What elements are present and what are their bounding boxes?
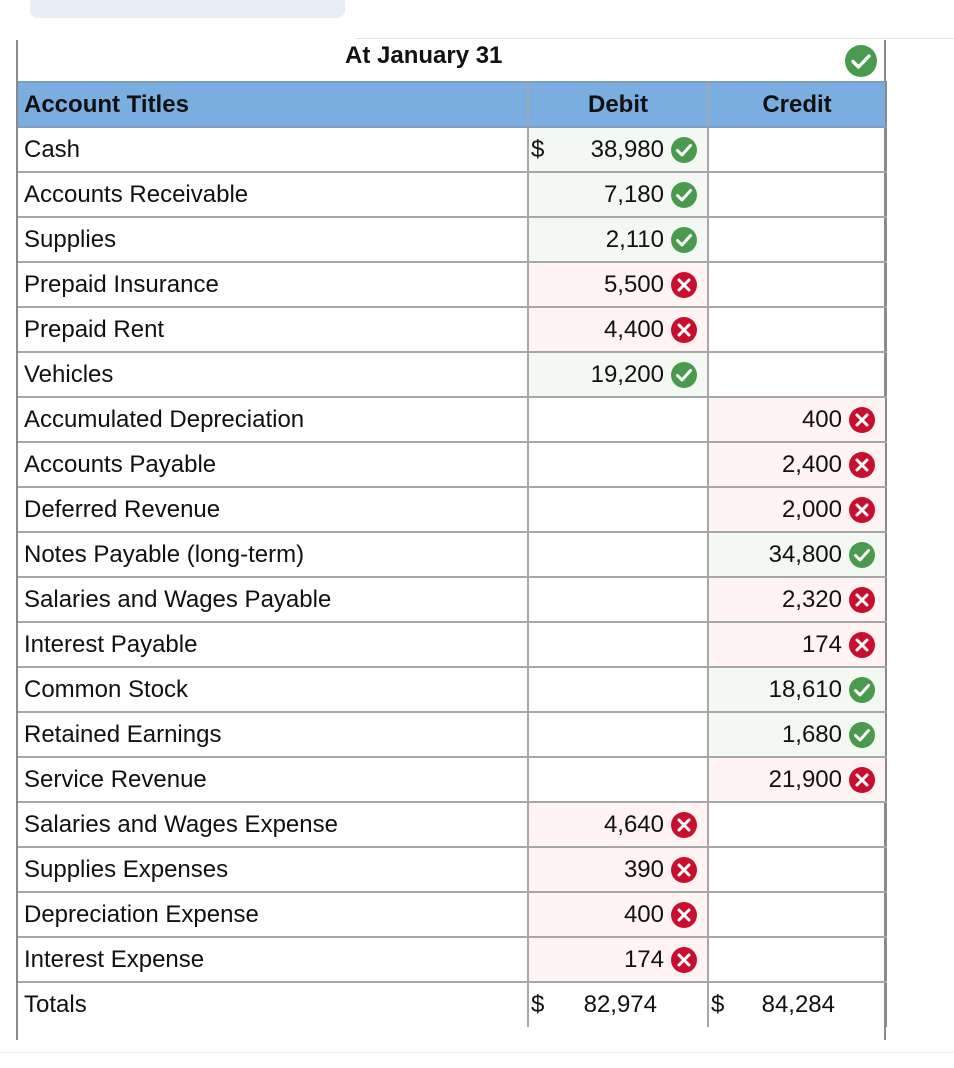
credit-cell — [708, 667, 886, 712]
check-circle-icon — [670, 181, 698, 209]
account-title: Interest Payable — [18, 622, 528, 667]
check-circle-icon — [670, 136, 698, 164]
debit-amount[interactable]: 7,180 — [603, 180, 664, 208]
x-circle-icon — [670, 856, 698, 884]
table-row — [18, 397, 886, 442]
credit-cell — [708, 262, 886, 307]
credit-cell — [708, 307, 886, 352]
table-row — [18, 172, 886, 217]
debit-amount[interactable]: 4,400 — [603, 315, 664, 343]
credit-amount[interactable]: 18,610 — [768, 675, 842, 703]
table-row — [18, 262, 886, 307]
debit-cell — [528, 757, 708, 802]
debit-cell — [528, 397, 708, 442]
credit-cell — [708, 487, 886, 532]
check-circle-icon — [848, 721, 876, 749]
total-debit-amount: 82,974 — [583, 991, 657, 1018]
trial-balance-table — [18, 81, 887, 1027]
table-row — [18, 757, 886, 802]
totals-label: Totals — [24, 991, 87, 1018]
credit-amount[interactable]: 400 — [801, 405, 842, 433]
debit-amount[interactable]: 5,500 — [603, 270, 664, 298]
check-circle-icon — [848, 541, 876, 569]
check-circle-icon — [848, 676, 876, 704]
account-title: Salaries and Wages Expense — [18, 802, 528, 847]
credit-cell — [708, 577, 886, 622]
table-row — [18, 577, 886, 622]
debit-cell — [528, 577, 708, 622]
x-circle-icon — [670, 811, 698, 839]
debit-cell — [528, 352, 708, 397]
debit-cell — [528, 487, 708, 532]
debit-cell — [528, 892, 708, 937]
table-row — [18, 487, 886, 532]
account-title: Accounts Receivable — [18, 172, 528, 217]
account-title: Prepaid Insurance — [18, 262, 528, 307]
credit-cell — [708, 352, 886, 397]
check-circle-icon — [670, 226, 698, 254]
debit-cell — [528, 532, 708, 577]
check-circle-icon — [844, 44, 878, 83]
x-circle-icon — [848, 451, 876, 479]
x-circle-icon — [848, 631, 876, 659]
total-debit-cell — [528, 982, 708, 1027]
x-circle-icon — [670, 901, 698, 929]
account-title: Accumulated Depreciation — [18, 397, 528, 442]
credit-amount[interactable]: 174 — [801, 630, 842, 658]
x-circle-icon — [848, 406, 876, 434]
x-circle-icon — [670, 271, 698, 299]
divider — [355, 38, 954, 39]
table-row — [18, 352, 886, 397]
x-circle-icon — [848, 496, 876, 524]
currency-symbol: $ — [531, 135, 545, 163]
credit-amount[interactable]: 2,400 — [781, 450, 842, 478]
credit-amount[interactable]: 2,320 — [781, 585, 842, 613]
x-circle-icon — [848, 766, 876, 794]
account-title: Vehicles — [18, 352, 528, 397]
account-title: Accounts Payable — [18, 442, 528, 487]
account-title: Supplies Expenses — [18, 847, 528, 892]
debit-cell — [528, 127, 708, 172]
debit-cell — [528, 802, 708, 847]
debit-cell — [528, 217, 708, 262]
debit-amount[interactable]: 4,640 — [603, 810, 664, 838]
currency-symbol: $ — [531, 991, 545, 1018]
divider — [0, 1052, 954, 1053]
credit-cell — [708, 892, 886, 937]
table-row — [18, 622, 886, 667]
debit-amount[interactable]: 19,200 — [590, 360, 664, 388]
debit-amount[interactable]: 390 — [623, 855, 664, 883]
table-row — [18, 307, 886, 352]
credit-cell — [708, 622, 886, 667]
debit-cell — [528, 442, 708, 487]
page-title: At January 31 — [345, 42, 503, 69]
tab-shape — [30, 0, 345, 18]
credit-amount[interactable]: 34,800 — [768, 540, 842, 568]
credit-cell — [708, 127, 886, 172]
account-title: Salaries and Wages Payable — [18, 577, 528, 622]
debit-cell — [528, 712, 708, 757]
debit-amount[interactable]: 2,110 — [605, 225, 664, 253]
credit-amount[interactable]: 21,900 — [768, 765, 842, 793]
table-row — [18, 217, 886, 262]
currency-symbol: $ — [711, 991, 725, 1018]
credit-cell — [708, 442, 886, 487]
x-circle-icon — [848, 586, 876, 614]
credit-amount[interactable]: 2,000 — [781, 495, 842, 523]
table-row — [18, 442, 886, 487]
total-credit-cell — [708, 982, 886, 1027]
table-row — [18, 127, 886, 172]
debit-cell — [528, 847, 708, 892]
account-title: Service Revenue — [18, 757, 528, 802]
table-row — [18, 712, 886, 757]
table-row — [18, 802, 886, 847]
debit-amount[interactable]: 174 — [623, 945, 664, 973]
debit-cell — [528, 622, 708, 667]
debit-cell — [528, 172, 708, 217]
credit-cell — [708, 217, 886, 262]
table-row — [18, 847, 886, 892]
x-circle-icon — [670, 316, 698, 344]
debit-amount[interactable]: 38,980 — [590, 135, 664, 163]
table-row — [18, 532, 886, 577]
credit-cell — [708, 172, 886, 217]
debit-cell — [528, 937, 708, 982]
credit-cell — [708, 937, 886, 982]
credit-cell — [708, 757, 886, 802]
debit-cell — [528, 667, 708, 712]
debit-cell — [528, 307, 708, 352]
account-title: Supplies — [18, 217, 528, 262]
x-circle-icon — [670, 946, 698, 974]
table-row — [18, 667, 886, 712]
credit-amount[interactable]: 1,680 — [781, 720, 842, 748]
credit-cell — [708, 802, 886, 847]
column-header-debit: Debit — [528, 82, 708, 127]
total-credit-amount: 84,284 — [761, 991, 835, 1018]
account-title: Common Stock — [18, 667, 528, 712]
account-title: Deferred Revenue — [18, 487, 528, 532]
account-title: Depreciation Expense — [18, 892, 528, 937]
column-header-account-titles: Account Titles — [18, 82, 528, 127]
account-title: Retained Earnings — [18, 712, 528, 757]
account-title: Cash — [18, 127, 528, 172]
debit-cell — [528, 262, 708, 307]
totals-row — [18, 982, 886, 1027]
account-title: Prepaid Rent — [18, 307, 528, 352]
column-header-credit: Credit — [708, 82, 886, 127]
check-circle-icon — [670, 361, 698, 389]
table-row — [18, 892, 886, 937]
credit-cell — [708, 712, 886, 757]
credit-cell — [708, 847, 886, 892]
account-title: Interest Expense — [18, 937, 528, 982]
credit-cell — [708, 532, 886, 577]
table-header-row — [18, 82, 886, 127]
table-row — [18, 937, 886, 982]
account-title: Notes Payable (long-term) — [18, 532, 528, 577]
date-header — [18, 40, 884, 80]
credit-cell — [708, 397, 886, 442]
debit-amount[interactable]: 400 — [623, 900, 664, 928]
